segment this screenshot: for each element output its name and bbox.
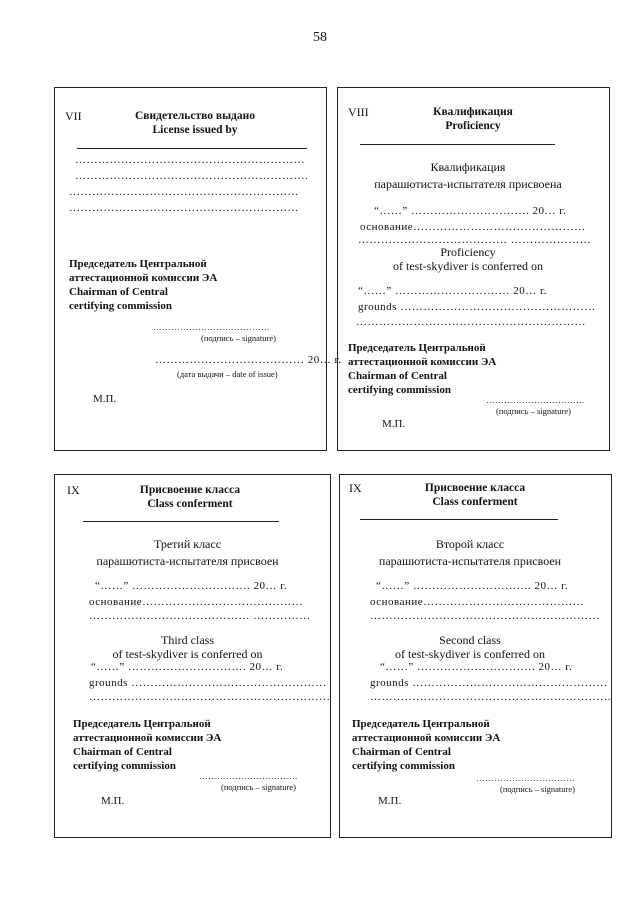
title-rule bbox=[360, 144, 555, 145]
conferred-date-line[interactable]: “……” …………………………. 20… г. bbox=[95, 580, 288, 592]
page-number: 58 bbox=[313, 30, 327, 45]
section-number: IX bbox=[67, 483, 80, 497]
chairman-line: certifying commission bbox=[348, 384, 451, 396]
issuer-line[interactable]: …………………………………………………… bbox=[69, 202, 299, 214]
title-rule bbox=[77, 148, 307, 149]
signature-line[interactable]: ………………………………… bbox=[153, 322, 270, 332]
chairman-line: аттестационной комиссии ЭА bbox=[352, 732, 501, 744]
issuer-line[interactable]: …………………………………………………… bbox=[69, 186, 299, 198]
chairman-block bbox=[352, 717, 500, 773]
signature-caption: (подпись – signature) bbox=[496, 406, 571, 416]
basis-line[interactable]: основание…………………………………… bbox=[89, 596, 304, 608]
section-title bbox=[393, 105, 553, 133]
chairman-line: Chairman of Central bbox=[352, 746, 451, 758]
chairman-line: Председатель Центральной bbox=[73, 718, 211, 730]
class-en bbox=[350, 633, 590, 661]
signature-line[interactable]: …………………………… bbox=[199, 771, 298, 781]
grounds-dots-line[interactable]: ……………………………………………………… bbox=[89, 691, 331, 703]
panel-second-class bbox=[339, 474, 612, 838]
title-rule bbox=[83, 521, 279, 522]
section-number: VIII bbox=[348, 105, 369, 119]
chairman-block bbox=[348, 341, 496, 397]
section-title-ru: Присвоение класса bbox=[424, 482, 526, 494]
basis-dots-line[interactable]: …………………………………………………… bbox=[370, 610, 600, 622]
section-title bbox=[95, 109, 295, 137]
stamp-label: М.П. bbox=[382, 418, 406, 430]
chairman-line: Chairman of Central bbox=[69, 286, 168, 298]
issuer-line[interactable]: ……………………………………………………. bbox=[75, 170, 309, 182]
proficiency-en-line: of test-skydiver is conferred on bbox=[393, 259, 543, 273]
class-en-line: of test-skydiver is conferred on bbox=[395, 647, 545, 661]
grounds-line[interactable]: grounds …………………………………………… bbox=[358, 301, 596, 313]
class-ru-line: парашютиста-испытателя присвоен bbox=[96, 554, 279, 568]
stamp-label: М.П. bbox=[93, 393, 117, 405]
class-ru-line: Второй класс bbox=[435, 537, 505, 551]
issue-date-line[interactable]: ………………………………… 20… г. bbox=[155, 354, 342, 366]
panel-proficiency bbox=[337, 87, 610, 451]
section-title-en: Class conferment bbox=[432, 496, 518, 508]
title-rule bbox=[360, 519, 558, 520]
section-title bbox=[110, 483, 270, 511]
chairman-line: certifying commission bbox=[73, 760, 176, 772]
signature-caption: (подпись – signature) bbox=[221, 782, 296, 792]
chairman-line: Председатель Центральной bbox=[352, 718, 490, 730]
chairman-line: Председатель Центральной bbox=[69, 258, 207, 270]
class-en bbox=[65, 633, 310, 661]
class-en-line: Third class bbox=[161, 633, 214, 647]
section-title-en: Class conferment bbox=[147, 498, 233, 510]
grounds-line[interactable]: grounds …………………………………………… bbox=[89, 677, 327, 689]
class-en-line: Second class bbox=[439, 633, 501, 647]
stamp-label: М.П. bbox=[378, 795, 402, 807]
section-number: IX bbox=[349, 481, 362, 495]
panel-third-class bbox=[54, 474, 331, 838]
signature-line[interactable]: …………………………… bbox=[486, 395, 585, 405]
conferred-date-line[interactable]: “……” ………………………… 20… г. bbox=[358, 285, 548, 297]
grounds-dots-line[interactable]: …………………………………………………… bbox=[356, 316, 586, 328]
conferred-date-line[interactable]: “……” …………………………. 20… г. bbox=[91, 661, 284, 673]
conferred-date-line[interactable]: “……” …………………………. 20… г. bbox=[376, 580, 569, 592]
chairman-line: Председатель Центральной bbox=[348, 342, 486, 354]
basis-dots-line[interactable]: …………………………………… …………… bbox=[89, 610, 311, 622]
conferred-date-line[interactable]: “……” …………………………. 20… г. bbox=[374, 205, 567, 217]
chairman-line: аттестационной комиссии ЭА bbox=[73, 732, 222, 744]
issuer-line[interactable]: …………………………………………………… bbox=[75, 154, 305, 166]
chairman-line: Chairman of Central bbox=[73, 746, 172, 758]
signature-caption: (подпись – signature) bbox=[201, 333, 276, 343]
chairman-line: certifying commission bbox=[69, 300, 172, 312]
issue-date-caption: (дата выдачи – date of issue) bbox=[177, 369, 278, 379]
chairman-line: аттестационной комиссии ЭА bbox=[348, 356, 497, 368]
basis-line[interactable]: основание……………………………………… bbox=[360, 221, 586, 233]
proficiency-ru-line: парашютиста-испытателя присвоена bbox=[374, 177, 562, 191]
section-title-en: License issued by bbox=[152, 124, 238, 136]
proficiency-en bbox=[348, 245, 588, 273]
section-number: VII bbox=[65, 109, 82, 123]
class-ru-line: парашютиста-испытателя присвоен bbox=[378, 554, 562, 568]
section-title bbox=[395, 481, 555, 509]
stamp-label: М.П. bbox=[101, 795, 125, 807]
conferred-date-line[interactable]: “……” …………………………. 20… г. bbox=[380, 661, 573, 673]
section-title-ru: Присвоение класса bbox=[139, 484, 241, 496]
signature-line[interactable]: …………………………… bbox=[476, 773, 575, 783]
proficiency-en-line: Proficiency bbox=[440, 245, 496, 259]
section-title-ru: Квалификация bbox=[433, 106, 513, 118]
chairman-block bbox=[73, 717, 221, 773]
grounds-line[interactable]: grounds …………………………………………… bbox=[370, 677, 608, 689]
proficiency-ru-line: Квалификация bbox=[430, 160, 506, 174]
proficiency-ru bbox=[348, 160, 588, 191]
class-ru bbox=[65, 537, 310, 568]
chairman-block bbox=[69, 257, 217, 313]
chairman-line: certifying commission bbox=[352, 760, 455, 772]
grounds-dots-line[interactable]: ……………………………………………………… bbox=[370, 691, 612, 703]
section-title-ru: Свидетельство выдано bbox=[135, 110, 255, 122]
class-en-line: of test-skydiver is conferred on bbox=[112, 647, 263, 661]
chairman-line: Chairman of Central bbox=[348, 370, 447, 382]
class-ru bbox=[350, 537, 590, 568]
signature-caption: (подпись – signature) bbox=[500, 784, 575, 794]
chairman-line: аттестационной комиссии ЭА bbox=[69, 272, 218, 284]
class-ru-line: Третий класс bbox=[153, 537, 222, 551]
panel-license-issued bbox=[54, 87, 342, 451]
basis-dots-line[interactable]: ………………………………… ………………… bbox=[358, 234, 592, 246]
basis-line[interactable]: основание…………………………………… bbox=[370, 596, 585, 608]
section-title-en: Proficiency bbox=[445, 120, 501, 132]
